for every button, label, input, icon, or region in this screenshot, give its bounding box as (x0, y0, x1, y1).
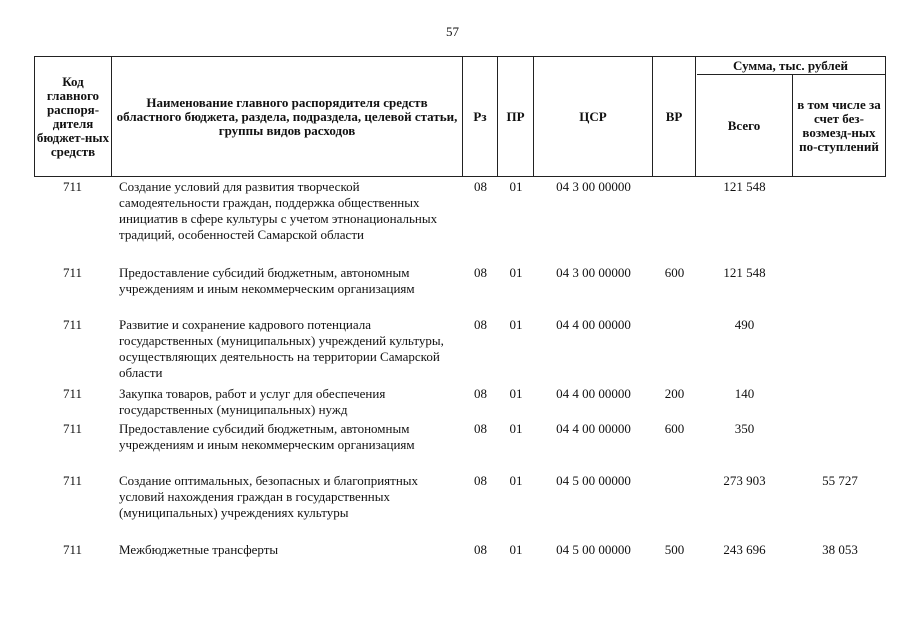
cell-code: 711 (62, 265, 83, 280)
header-total: Всего (727, 117, 761, 133)
cell-rz: 08 (474, 317, 487, 332)
cell-csr: 04 4 00 00000 (556, 421, 631, 436)
header-col-divider (111, 56, 112, 177)
cell-rz: 08 (474, 421, 487, 436)
header-sum: Сумма, тыс. рублей (733, 57, 848, 73)
cell-pr: 01 (509, 179, 523, 194)
cell-name: Предоставление субсидий бюджетным, автономным учреждениям и иным некоммерческим организациям (119, 421, 415, 452)
cell-total: 350 (734, 421, 755, 436)
cell-name: Межбюджетные трансферты (119, 542, 279, 557)
cell-rz: 08 (474, 542, 487, 557)
cell-vr: 600 (664, 421, 685, 436)
cell-code: 711 (62, 179, 83, 194)
cell-rz: 08 (474, 386, 487, 401)
cell-total: 243 696 (723, 542, 766, 557)
cell-pr: 01 (509, 317, 523, 332)
cell-code: 711 (62, 542, 83, 557)
header-name: Наименование главного распорядителя средств областного бюджета, раздела, подраздела, целевой статьи, группы видов расходов (116, 94, 458, 138)
cell-total: 121 548 (723, 179, 766, 194)
cell-pr: 01 (509, 421, 523, 436)
cell-vr: 500 (664, 542, 685, 557)
cell-pr: 01 (509, 386, 523, 401)
cell-csr: 04 4 00 00000 (556, 386, 631, 401)
header-col-divider (885, 56, 886, 177)
cell-pr: 01 (509, 542, 523, 557)
cell-code: 711 (62, 317, 83, 332)
cell-rz: 08 (474, 179, 487, 194)
header-csr: ЦСР (579, 108, 607, 124)
cell-code: 711 (62, 386, 83, 401)
cell-pr: 01 (509, 473, 523, 488)
header-vr: ВР (665, 108, 683, 124)
cell-csr: 04 5 00 00000 (556, 473, 631, 488)
cell-vr: 600 (664, 265, 685, 280)
cell-csr: 04 3 00 00000 (556, 179, 631, 194)
cell-total: 140 (734, 386, 755, 401)
cell-name: Создание оптимальных, безопасных и благоприятных условий нахождения граждан в государственных (муниципальных) учреждениях культуры (119, 473, 419, 520)
cell-code: 711 (62, 473, 83, 488)
cell-total: 121 548 (723, 265, 766, 280)
header-pr: ПР (506, 108, 525, 124)
header-bottom-border (34, 176, 886, 177)
header-free: в том числе за счет без-возмезд-ных по-ступлений (797, 96, 881, 154)
header-rz: Рз (473, 108, 487, 124)
cell-vr: 200 (664, 386, 685, 401)
cell-rz: 08 (474, 265, 487, 280)
cell-name: Развитие и сохранение кадрового потенциала государственных (муниципальных) учреждений культуры, осуществляющих деятельность на территории Самарской области (119, 317, 444, 380)
cell-code: 711 (62, 421, 83, 436)
cell-name: Создание условий для развития творческой самодеятельности граждан, поддержка общественных инициатив в сфере культуры с учетом этнонациональных традиций, особенностей Самарской области (119, 179, 438, 242)
cell-pr: 01 (509, 265, 523, 280)
cell-free: 38 053 (822, 542, 858, 557)
cell-rz: 08 (474, 473, 487, 488)
cell-name: Предоставление субсидий бюджетным, автономным учреждениям и иным некоммерческим организациям (119, 265, 415, 296)
cell-free: 55 727 (822, 473, 858, 488)
cell-csr: 04 5 00 00000 (556, 542, 631, 557)
cell-total: 273 903 (723, 473, 766, 488)
cell-name: Закупка товаров, работ и услуг для обеспечения государственных (муниципальных) нужд (119, 386, 386, 417)
cell-total: 490 (734, 317, 755, 332)
header-code: Код главного распоря-дителя бюджет-ных средств (36, 73, 110, 159)
cell-csr: 04 4 00 00000 (556, 317, 631, 332)
cell-csr: 04 3 00 00000 (556, 265, 631, 280)
table-header (34, 56, 886, 177)
page-number: 57 (446, 24, 459, 39)
